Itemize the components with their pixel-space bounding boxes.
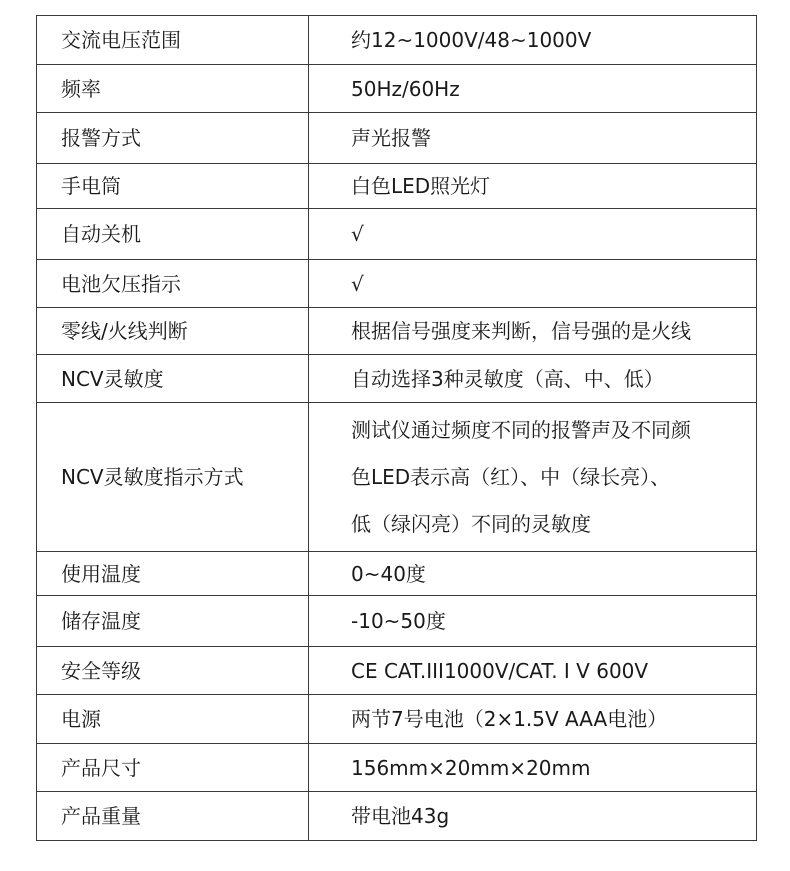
- spec-table: [36, 15, 757, 841]
- spec-label: 安全等级: [37, 647, 309, 695]
- spec-value: 带电池43g: [309, 792, 757, 841]
- spec-label: 交流电压范围: [37, 16, 309, 65]
- table-row: [37, 744, 757, 792]
- spec-value: 声光报警: [309, 113, 757, 164]
- spec-value: 自动选择3种灵敏度（高、中、低）: [309, 355, 757, 403]
- spec-label: 使用温度: [37, 552, 309, 596]
- table-row: [37, 695, 757, 744]
- table-row: [37, 403, 757, 552]
- table-row: [37, 164, 757, 209]
- value-line: 测试仪通过频度不同的报警声及不同颜: [351, 417, 691, 442]
- table-row: [37, 355, 757, 403]
- spec-label: 零线/火线判断: [37, 308, 309, 355]
- table-row: [37, 65, 757, 113]
- spec-value: CE CAT.III1000V/CAT. Ⅰ V 600V: [309, 647, 757, 695]
- spec-value: 根据信号强度来判断，信号强的是火线: [309, 308, 757, 355]
- table-row: [37, 552, 757, 596]
- spec-value: [309, 209, 757, 260]
- spec-value: [309, 403, 757, 552]
- spec-value: 50Hz/60Hz: [309, 65, 757, 113]
- value-line: 色LED表示高（红）、中（绿长亮）、: [351, 464, 671, 489]
- table-row: [37, 308, 757, 355]
- spec-label: 自动关机: [37, 209, 309, 260]
- table-row: [37, 596, 757, 647]
- spec-label: 频率: [37, 65, 309, 113]
- spec-label: 电池欠压指示: [37, 260, 309, 308]
- spec-value: -10~50度: [309, 596, 757, 647]
- table-row: [37, 260, 757, 308]
- spec-value: 白色LED照光灯: [309, 164, 757, 209]
- table-row: [37, 792, 757, 841]
- spec-label: 储存温度: [37, 596, 309, 647]
- spec-value: 约12~1000V/48~1000V: [309, 16, 757, 65]
- spec-label: 电源: [37, 695, 309, 744]
- spec-label: 报警方式: [37, 113, 309, 164]
- check-mark-icon: √: [351, 271, 364, 296]
- spec-value: 两节7号电池（2×1.5V AAA电池）: [309, 695, 757, 744]
- table-row: [37, 113, 757, 164]
- spec-label: 产品重量: [37, 792, 309, 841]
- spec-label: 手电筒: [37, 164, 309, 209]
- check-mark-icon: √: [351, 222, 364, 246]
- spec-value: 0~40度: [309, 552, 757, 596]
- table-row: [37, 209, 757, 260]
- spec-label: NCV灵敏度: [37, 355, 309, 403]
- value-line: 低（绿闪亮）不同的灵敏度: [351, 511, 591, 536]
- table-row: [37, 16, 757, 65]
- spec-label: NCV灵敏度指示方式: [37, 403, 309, 552]
- spec-value: [309, 260, 757, 308]
- table-row: [37, 647, 757, 695]
- spec-value: 156mm×20mm×20mm: [309, 744, 757, 792]
- spec-label: 产品尺寸: [37, 744, 309, 792]
